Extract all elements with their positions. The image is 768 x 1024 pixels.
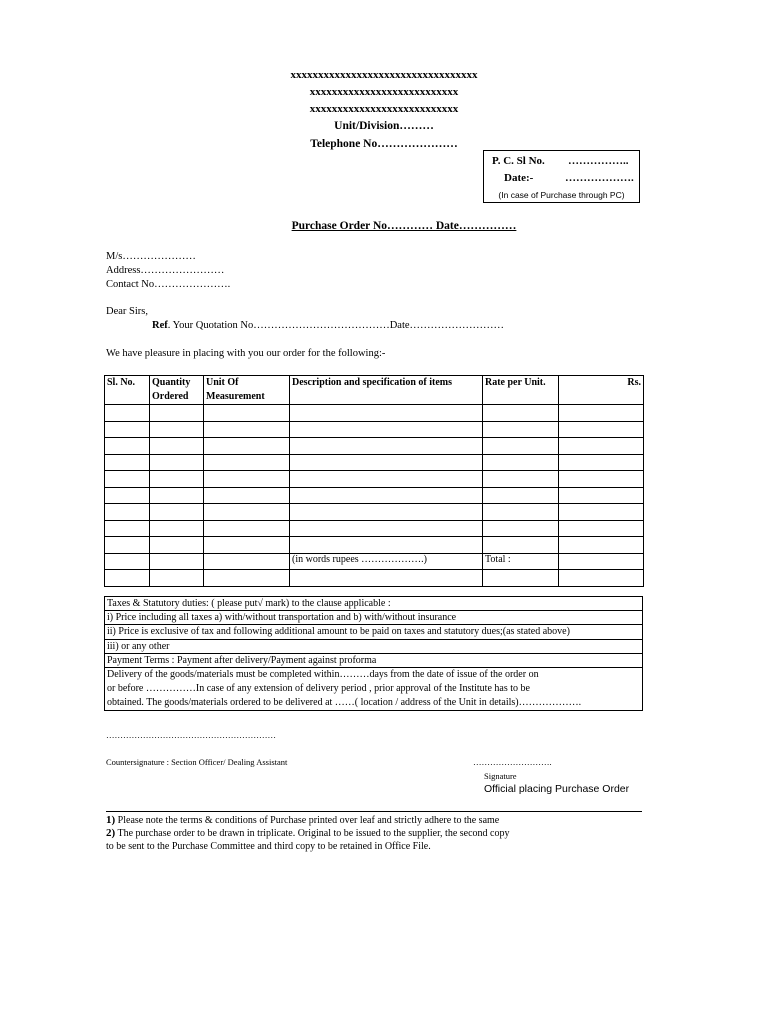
total-row: [105, 553, 644, 570]
table-row: [105, 405, 644, 422]
table-row: [105, 454, 644, 471]
items-table-header: [105, 376, 644, 405]
option-any-other[interactable]: iii) or any other: [105, 639, 643, 653]
table-row: [105, 421, 644, 438]
purchase-order-title: Purchase Order No………… Date……………: [291, 220, 517, 232]
header-line-1: xxxxxxxxxxxxxxxxxxxxxxxxxxxxxxxxxx: [290, 69, 478, 81]
salutation: Dear Sirs,: [106, 306, 148, 317]
pc-info-box: [483, 150, 640, 203]
ref-text: . Your Quotation No…………………………………Date………………………: [167, 320, 505, 331]
option-price-including-taxes[interactable]: i) Price including all taxes a) with/without transportation and b) with/without insurance: [105, 611, 643, 625]
note-2-number: 2): [106, 827, 116, 839]
pc-sl-label: P. C. Sl No.: [492, 155, 545, 167]
vendor-ms: M/s…………………: [106, 251, 196, 262]
unit-division: Unit/Division………: [334, 120, 434, 132]
order-intro: We have pleasure in placing with you our order for the following:-: [106, 348, 386, 359]
vendor-address: Address……………………: [106, 265, 225, 276]
vendor-contact: Contact No………………….: [106, 279, 231, 290]
col-rate: Rate per Unit.: [483, 376, 559, 405]
table-row: [105, 537, 644, 554]
note-1-number: 1): [106, 814, 116, 826]
table-row: [105, 487, 644, 504]
pc-sl-value: ……………..: [568, 155, 629, 167]
note-3: to be sent to the Purchase Committee and third copy to be retained in Office File.: [106, 841, 431, 852]
delivery-line-3: obtained. The goods/materials ordered to be delivered at ……( location / address of the Unit in details)……………….: [105, 696, 643, 710]
pc-date-value: ……………….: [565, 172, 634, 184]
option-price-exclusive-tax[interactable]: ii) Price is exclusive of tax and following additional amount to be paid on taxes and statutory dues;(as stated above): [105, 625, 643, 639]
header-line-2: xxxxxxxxxxxxxxxxxxxxxxxxxxx: [309, 86, 459, 98]
table-row: [105, 570, 644, 587]
note-2-text: The purchase order to be drawn in triplicate. Original to be issued to the supplier, the second copy: [115, 828, 510, 839]
countersign-dots: ……………………………………………………: [106, 730, 276, 740]
telephone-no: Telephone No…………………: [310, 138, 458, 150]
signature-label: Signature: [484, 771, 517, 781]
pc-date-label: Date:-: [504, 172, 534, 184]
header-line-3: xxxxxxxxxxxxxxxxxxxxxxxxxxx: [309, 103, 459, 115]
payment-terms: Payment Terms : Payment after delivery/Payment against proforma: [105, 653, 643, 667]
divider: [106, 811, 642, 812]
taxes-statutory: Taxes & Statutory duties: ( please put√ mark) to the clause applicable :: [105, 597, 643, 611]
words-rupees[interactable]: (in words rupees ……………….): [290, 553, 483, 570]
ref-label: Ref: [152, 320, 168, 331]
terms-table: [104, 596, 643, 711]
reference-line: [152, 320, 504, 331]
total-label: Total :: [483, 553, 559, 570]
note-1: [106, 814, 499, 826]
col-sl-no: Sl. No.: [105, 376, 150, 405]
col-unit: Unit Of Measurement: [204, 376, 290, 405]
table-row: [105, 504, 644, 521]
delivery-line-2: or before ……………In case of any extension of delivery period , prior approval of the Institute has to be: [105, 682, 643, 696]
table-row: [105, 520, 644, 537]
items-table: [104, 375, 644, 587]
countersignature-label: Countersignature : Section Officer/ Dealing Assistant: [106, 757, 288, 767]
col-rs: Rs.: [559, 376, 644, 405]
note-2: [106, 827, 509, 839]
signature-dots: ……………………….: [473, 757, 552, 767]
delivery-line-1: Delivery of the goods/materials must be completed within………days from the date of issue of the order on: [105, 667, 643, 681]
pc-note: (In case of Purchase through PC): [498, 190, 625, 200]
col-description: Description and specification of items: [290, 376, 483, 405]
col-quantity: Quantity Ordered: [150, 376, 204, 405]
note-1-text: Please note the terms & conditions of Purchase printed over leaf and strictly adhere to the same: [115, 815, 500, 826]
official-placing-order: Official placing Purchase Order: [484, 783, 630, 795]
table-row: [105, 471, 644, 488]
table-row: [105, 438, 644, 455]
